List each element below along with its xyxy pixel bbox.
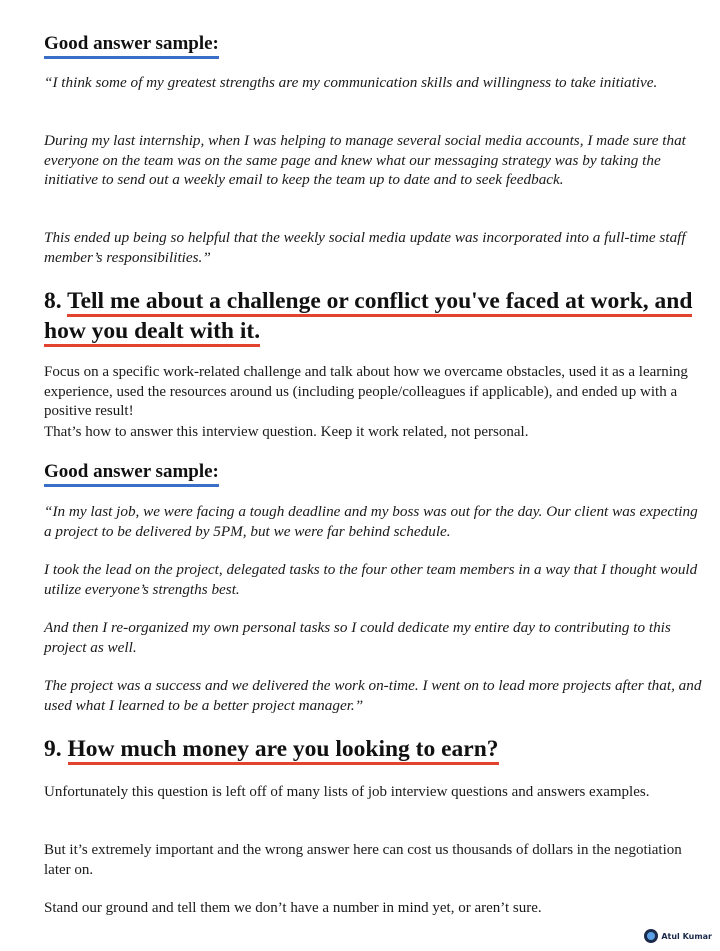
- question-9-title: How much money are you looking to earn?: [68, 736, 499, 765]
- logo-circle-icon: [644, 929, 658, 943]
- question-9-body-3: Stand our ground and tell them we don’t have a number in mind yet, or aren’t sure.: [44, 900, 542, 916]
- sample8-paragraph-1: “In my last job, we were facing a tough deadline and my boss was out for the day. Our client was expecting a project to be delivered by 5PM, but we were far behind schedule.: [44, 503, 698, 540]
- sample8-paragraph-4: The project was a success and we delivered the work on-time. I went on to lead more projects after that, and used what I learned to be a better project manager.”: [44, 677, 702, 714]
- question-9-number: 9.: [44, 736, 68, 762]
- question-8-body-1: Focus on a specific work-related challenge and talk about how we overcame obstacles, used it as a learning experience, used the resources around us (including people/colleagues if applicable), and ended up with a positive result!: [44, 364, 688, 419]
- question-9-body-2: But it’s extremely important and the wrong answer here can cost us thousands of dollars in the negotiation later on.: [44, 842, 682, 878]
- question-8-number: 8.: [44, 288, 68, 314]
- good-answer-heading-7-text: Good answer sample:: [44, 33, 219, 59]
- question-9-body-1: Unfortunately this question is left off of many lists of job interview questions and answers examples.: [44, 784, 650, 800]
- good-answer-heading-8: [44, 461, 219, 487]
- sample8-paragraph-3: And then I re-organized my own personal tasks so I could dedicate my entire day to contributing to this project as well.: [44, 619, 671, 656]
- watermark-logo: [644, 929, 712, 943]
- sample7-paragraph-2: During my last internship, when I was helping to manage several social media accounts, I made sure that everyone on the team was on the same page and knew what our messaging strategy was by taking the initiative to send out a weekly email to keep the team up to date and to seek feedback.: [44, 132, 686, 188]
- good-answer-heading-8-text: Good answer sample:: [44, 461, 219, 487]
- question-8-title: Tell me about a challenge or conflict you've faced at work, and how you dealt with it.: [44, 288, 692, 347]
- good-answer-heading-7: [44, 33, 219, 59]
- question-8-heading: [44, 286, 708, 346]
- sample7-paragraph-3: This ended up being so helpful that the weekly social media update was incorporated into a full-time staff member’s responsibilities.”: [44, 229, 686, 266]
- watermark-text: Atul Kumar: [661, 931, 712, 941]
- question-9-heading: [44, 734, 708, 764]
- question-8-body-2: That’s how to answer this interview question. Keep it work related, not personal.: [44, 424, 529, 440]
- sample7-paragraph-1: “I think some of my greatest strengths are my communication skills and willingness to take initiative.: [44, 74, 658, 91]
- sample8-paragraph-2: I took the lead on the project, delegated tasks to the four other team members in a way that I thought would utilize everyone’s strengths best.: [44, 561, 698, 598]
